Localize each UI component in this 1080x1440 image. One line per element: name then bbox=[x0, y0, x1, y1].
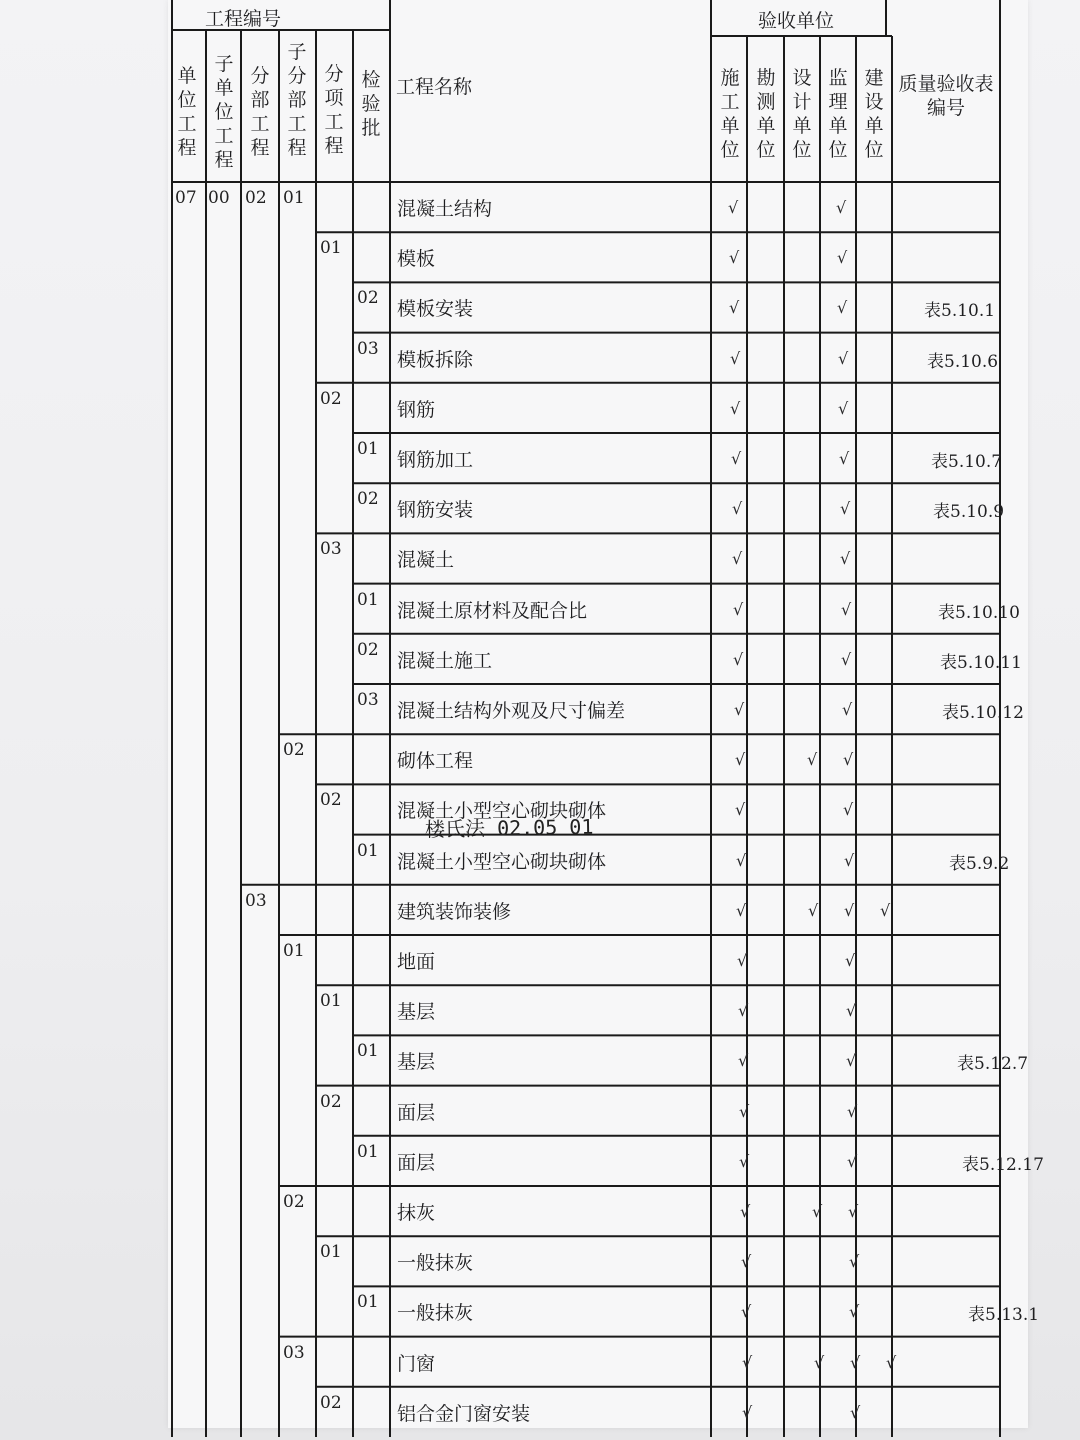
design-unit-header: 设计单位 bbox=[792, 67, 812, 161]
check-mark: √ bbox=[848, 1202, 859, 1221]
project-name-cell: 模板拆除 bbox=[397, 348, 474, 371]
form-number-cell: 表5.10.12 bbox=[942, 703, 1024, 723]
form-number-cell: 表5.10.9 bbox=[933, 502, 1005, 523]
check-mark: √ bbox=[728, 198, 739, 217]
handwritten-note: 楼氏法 02.05 01 bbox=[424, 814, 594, 842]
project-name-cell: 抹灰 bbox=[397, 1202, 436, 1224]
check-mark: √ bbox=[845, 951, 856, 970]
check-mark: √ bbox=[847, 1151, 858, 1171]
code-cell: 00 bbox=[208, 188, 230, 208]
form-number-cell: 表5.13.1 bbox=[968, 1305, 1040, 1326]
check-mark: √ bbox=[733, 599, 744, 619]
code-cell: 01 bbox=[320, 1242, 342, 1263]
form-number-cell: 表5.12.7 bbox=[957, 1054, 1029, 1075]
check-mark: √ bbox=[840, 549, 851, 569]
check-mark: √ bbox=[739, 1101, 750, 1121]
project-name-cell: 钢筋加工 bbox=[397, 449, 474, 471]
check-mark: √ bbox=[842, 700, 853, 719]
project-name-cell: 地面 bbox=[397, 951, 436, 973]
code-cell: 01 bbox=[320, 238, 342, 259]
supervision-unit-header: 监理单位 bbox=[828, 67, 848, 161]
form-number-cell: 表5.12.17 bbox=[962, 1154, 1044, 1175]
check-mark: √ bbox=[844, 850, 855, 870]
project-name-cell: 门窗 bbox=[397, 1352, 436, 1375]
code-cell: 01 bbox=[357, 840, 379, 861]
code-cell: 02 bbox=[245, 188, 267, 208]
check-mark: √ bbox=[841, 649, 852, 669]
code-cell: 01 bbox=[357, 1041, 379, 1062]
check-mark: √ bbox=[731, 449, 742, 468]
check-mark: √ bbox=[812, 1202, 823, 1221]
project-name-cell: 混凝土 bbox=[397, 549, 455, 572]
code-cell: 03 bbox=[283, 1342, 305, 1363]
code-cell: 07 bbox=[175, 188, 197, 208]
project-name-cell: 基层 bbox=[397, 1001, 436, 1024]
check-mark: √ bbox=[844, 900, 855, 920]
form-number-cell: 表5.10.6 bbox=[927, 351, 999, 372]
code-cell: 01 bbox=[357, 1292, 379, 1313]
check-mark: √ bbox=[814, 1352, 825, 1372]
project-name-cell: 钢筋安装 bbox=[397, 499, 474, 522]
project-name-cell: 一般抹灰 bbox=[397, 1302, 474, 1325]
code-cell: 02 bbox=[320, 388, 342, 409]
check-mark: √ bbox=[742, 1352, 753, 1372]
check-mark: √ bbox=[849, 1252, 860, 1272]
project-name-cell: 建筑装饰装修 bbox=[397, 900, 512, 923]
check-mark: √ bbox=[739, 1151, 750, 1171]
check-mark: √ bbox=[741, 1252, 752, 1272]
check-mark: √ bbox=[846, 1001, 857, 1021]
project-code-header: 工程编号 bbox=[205, 8, 282, 30]
project-name-cell: 混凝土原材料及配合比 bbox=[397, 599, 588, 622]
check-mark: √ bbox=[846, 1051, 857, 1071]
construction-unit-header: 施工单位 bbox=[720, 67, 740, 161]
code-cell: 02 bbox=[283, 740, 305, 761]
form-number-cell: 表5.10.7 bbox=[931, 452, 1003, 472]
check-mark: √ bbox=[729, 298, 740, 318]
survey-unit-header: 勘测单位 bbox=[756, 67, 776, 161]
code-cell: 02 bbox=[357, 639, 379, 660]
check-mark: √ bbox=[729, 248, 740, 268]
project-name-cell: 钢筋 bbox=[397, 398, 436, 421]
check-mark: √ bbox=[880, 900, 891, 920]
form-number-header: 质量验收表编号 bbox=[898, 73, 994, 119]
form-number-cell: 表5.10.10 bbox=[938, 602, 1020, 623]
check-mark: √ bbox=[740, 1202, 751, 1221]
code-cell: 03 bbox=[357, 338, 379, 359]
form-number-cell: 表5.9.2 bbox=[949, 853, 1010, 874]
inspection-lot-header: 检验批 bbox=[361, 69, 381, 139]
check-mark: √ bbox=[737, 951, 748, 970]
check-mark: √ bbox=[732, 499, 743, 519]
check-mark: √ bbox=[838, 348, 849, 368]
check-mark: √ bbox=[738, 1001, 749, 1021]
check-mark: √ bbox=[837, 248, 848, 268]
check-mark: √ bbox=[847, 1101, 858, 1121]
project-name-cell: 模板 bbox=[397, 248, 436, 271]
project-name-cell: 混凝土结构 bbox=[397, 198, 493, 220]
division-header: 分部工程 bbox=[250, 65, 270, 159]
check-mark: √ bbox=[734, 700, 745, 719]
check-mark: √ bbox=[843, 800, 854, 820]
check-mark: √ bbox=[733, 649, 744, 669]
check-mark: √ bbox=[843, 750, 854, 770]
code-cell: 03 bbox=[357, 690, 379, 710]
check-mark: √ bbox=[841, 599, 852, 619]
check-mark: √ bbox=[850, 1402, 861, 1422]
unit-project-header: 单位工程 bbox=[177, 65, 197, 159]
code-cell: 01 bbox=[283, 941, 305, 961]
sub-unit-project-header: 子单位工程 bbox=[214, 53, 234, 171]
code-cell: 02 bbox=[320, 790, 342, 811]
check-mark: √ bbox=[730, 398, 741, 418]
check-mark: √ bbox=[741, 1302, 752, 1322]
sub-division-header: 子分部工程 bbox=[287, 41, 307, 159]
code-cell: 01 bbox=[320, 991, 342, 1012]
code-cell: 01 bbox=[357, 589, 379, 610]
check-mark: √ bbox=[735, 800, 746, 820]
code-cell: 01 bbox=[357, 1141, 379, 1162]
code-cell: 02 bbox=[357, 489, 379, 510]
check-mark: √ bbox=[886, 1352, 897, 1372]
form-number-cell: 表5.10.11 bbox=[940, 652, 1022, 673]
check-mark: √ bbox=[836, 198, 847, 217]
check-mark: √ bbox=[849, 1302, 860, 1322]
check-mark: √ bbox=[736, 850, 747, 870]
check-mark: √ bbox=[742, 1402, 753, 1422]
project-name-cell: 面层 bbox=[397, 1151, 436, 1174]
code-cell: 03 bbox=[245, 890, 267, 911]
code-cell: 02 bbox=[283, 1192, 305, 1212]
project-name-cell: 一般抹灰 bbox=[397, 1252, 474, 1275]
check-mark: √ bbox=[735, 750, 746, 770]
project-name-header: 工程名称 bbox=[396, 76, 473, 98]
acceptance-units-header: 验收单位 bbox=[758, 10, 835, 32]
check-mark: √ bbox=[736, 900, 747, 920]
owner-unit-header: 建设单位 bbox=[864, 67, 884, 161]
project-name-cell: 砌体工程 bbox=[397, 750, 474, 773]
project-name-cell: 基层 bbox=[397, 1051, 436, 1074]
code-cell: 02 bbox=[320, 1392, 342, 1413]
project-name-cell: 混凝土施工 bbox=[397, 649, 493, 672]
project-name-cell: 混凝土小型空心砌块砌体 bbox=[397, 850, 607, 873]
check-mark: √ bbox=[730, 348, 741, 368]
code-cell: 02 bbox=[357, 288, 379, 309]
code-cell: 02 bbox=[320, 1091, 342, 1112]
check-mark: √ bbox=[839, 449, 850, 468]
project-name-cell: 模板安装 bbox=[397, 298, 474, 321]
code-cell: 01 bbox=[283, 188, 305, 208]
code-cell: 01 bbox=[357, 439, 379, 459]
code-cell: 03 bbox=[320, 539, 342, 560]
check-mark: √ bbox=[838, 398, 849, 418]
project-name-cell: 混凝土结构外观及尺寸偏差 bbox=[397, 700, 626, 722]
check-mark: √ bbox=[732, 549, 743, 569]
check-mark: √ bbox=[738, 1051, 749, 1071]
item-header: 分项工程 bbox=[324, 63, 344, 157]
check-mark: √ bbox=[850, 1352, 861, 1372]
project-name-cell: 面层 bbox=[397, 1101, 436, 1124]
check-mark: √ bbox=[807, 750, 818, 770]
check-mark: √ bbox=[840, 499, 851, 519]
project-name-cell: 铝合金门窗安装 bbox=[397, 1402, 531, 1425]
form-number-cell: 表5.10.1 bbox=[924, 301, 996, 322]
check-mark: √ bbox=[837, 298, 848, 318]
check-mark: √ bbox=[808, 900, 819, 920]
project-name-cell: 混凝土小型空心砌块砌体 bbox=[397, 800, 607, 823]
